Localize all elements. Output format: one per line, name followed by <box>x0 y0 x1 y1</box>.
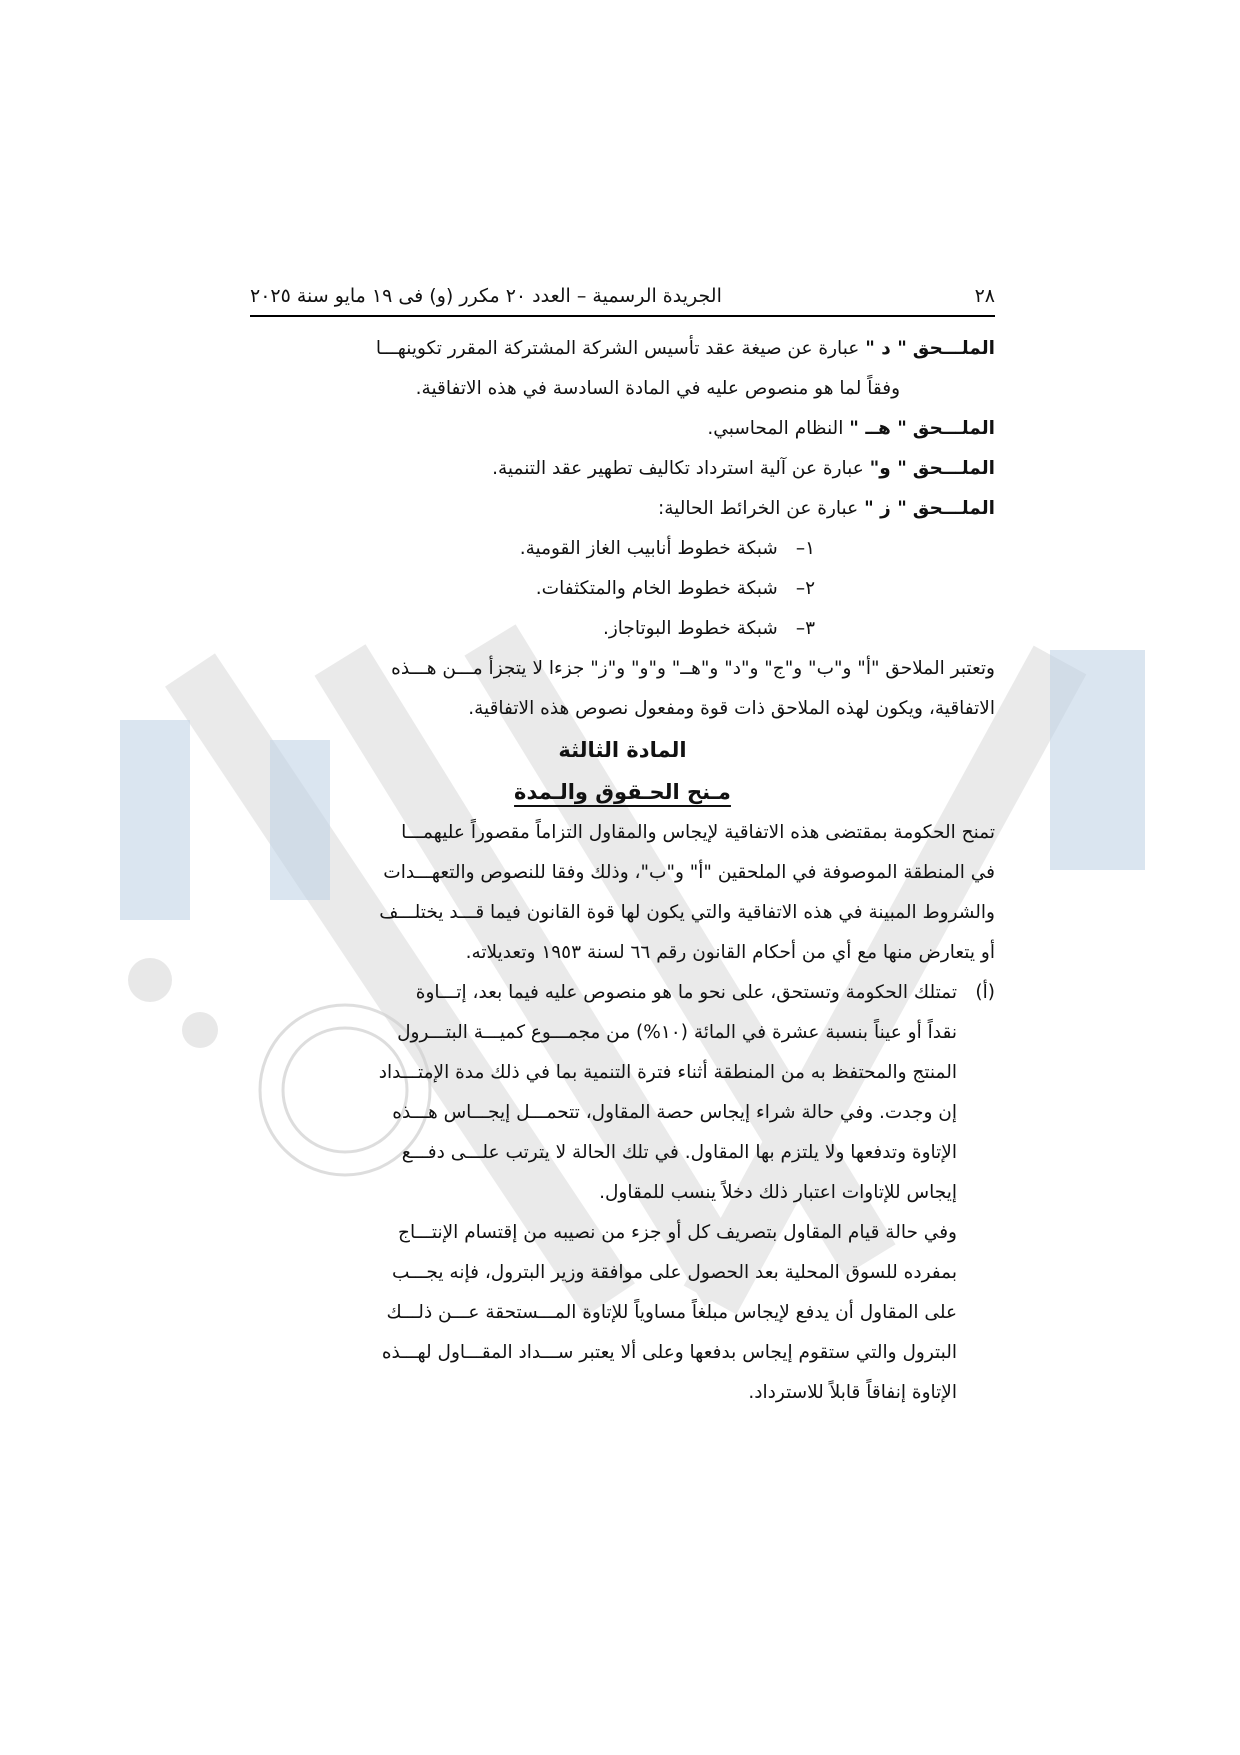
annex-text: عبارة عن صيغة عقد تأسيس الشركة المشتركة المقرر تكوينهـــا <box>375 338 860 359</box>
annex-letter: " و" <box>869 458 907 479</box>
annex-w <box>250 449 995 489</box>
annex-text: عبارة عن آلية استرداد تكاليف تطهير عقد التنمية. <box>492 458 864 479</box>
clause-line: إيجاس للإتاوات اعتبار ذلك دخلاً ينسب للمقاول. <box>599 1182 957 1203</box>
annex-letter: " ز " <box>864 498 907 519</box>
annex-d <box>250 329 995 369</box>
paragraph-line: تمنح الحكومة بمقتضى هذه الاتفاقية لإيجاس والمقاول التزاماً مقصوراً عليهمـــا <box>401 822 995 843</box>
page-number: ٢٨ <box>974 285 995 307</box>
clause-line: إن وجدت. وفي حالة شراء إيجاس حصة المقاول، تتحمـــل إيجـــاس هـــذه <box>392 1102 957 1123</box>
gazette-title: الجريدة الرسمية – العدد ٢٠ مكرر (و) فى ١٩ مايو سنة ٢٠٢٥ <box>250 285 722 307</box>
clause-marker: (أ) <box>975 982 995 1003</box>
paragraph-line: الإتاوة إنفاقاً قابلاً للاسترداد. <box>748 1382 957 1403</box>
annexes-paragraph-line: الاتفاقية، ويكون لهذه الملاحق ذات قوة ومفعول نصوص هذه الاتفاقية. <box>468 698 995 719</box>
paragraph-line: وفي حالة قيام المقاول بتصريف كل أو جزء من نصيبه من إقتسام الإنتـــاج <box>398 1222 957 1243</box>
article-subtitle: مـنح الحـقوق والـمدة <box>514 780 731 804</box>
list-item <box>250 569 995 609</box>
list-number: ٣– <box>795 618 815 639</box>
list-item <box>250 529 995 569</box>
clause-a <box>250 973 995 1213</box>
list-text: شبكة خطوط البوتاجاز. <box>602 618 778 639</box>
annex-h <box>250 409 995 449</box>
annex-label: الملـــحق <box>912 418 995 439</box>
annexes-paragraph-line: وتعتبر الملاحق "أ" و"ب" و"ج" و"د" و"هــ" و"و" و"ز" جزءا لا يتجزأ مـــن هـــذه <box>391 658 995 679</box>
annex-label: الملـــحق <box>912 498 995 519</box>
clause-line: المنتج والمحتفظ به من المنطقة أثناء فترة التنمية بما في ذلك مدة الإمتـــداد <box>378 1062 957 1083</box>
clause-line: تمتلك الحكومة وتستحق، على نحو ما هو منصوص عليه فيما بعد، إتـــاوة <box>415 982 957 1003</box>
annex-z <box>250 489 995 529</box>
annex-text: عبارة عن الخرائط الحالية: <box>658 498 859 519</box>
list-number: ٢– <box>795 578 815 599</box>
page-header <box>250 285 995 317</box>
paragraph-line: بمفرده للسوق المحلية بعد الحصول على موافقة وزير البترول، فإنه يجـــب <box>392 1262 957 1283</box>
paragraph-line: على المقاول أن يدفع لإيجاس مبلغاً مساوياً للإتاوة المـــستحقة عـــن ذلـــك <box>386 1302 957 1323</box>
paragraph-line: في المنطقة الموصوفة في الملحقين "أ" و"ب"، وذلك وفقا للنصوص والتعهـــدات <box>383 862 995 883</box>
gazette-page <box>250 285 995 1413</box>
annex-letter: " هــ " <box>849 418 907 439</box>
annex-d-continuation: وفقاً لما هو منصوص عليه في المادة السادسة في هذه الاتفاقية. <box>415 378 900 399</box>
clause-line: الإتاوة وتدفعها ولا يلتزم بها المقاول. في تلك الحالة لا يترتب علـــى دفـــع <box>401 1142 957 1163</box>
article-title: المادة الثالثة <box>558 738 687 762</box>
annex-text: النظام المحاسبي. <box>707 418 844 439</box>
list-text: شبكة خطوط الخام والمتكثفات. <box>535 578 778 599</box>
paragraph-line: والشروط المبينة في هذه الاتفاقية والتي يكون لها قوة القانون فيما قـــد يختلـــف <box>379 902 995 923</box>
list-item <box>250 609 995 649</box>
annex-label: الملـــحق <box>912 458 995 479</box>
clause-line: نقداً أو عيناً بنسبة عشرة في المائة (١٠%) من مجمـــوع كميـــة البتـــرول <box>397 1022 957 1043</box>
list-number: ١– <box>795 538 815 559</box>
list-text: شبكة خطوط أنابيب الغاز القومية. <box>519 538 778 559</box>
paragraph-line: البترول والتي ستقوم إيجاس بدفعها وعلى ألا يعتبر ســـداد المقـــاول لهـــذه <box>381 1342 957 1363</box>
paragraph-line: أو يتعارض منها مع أي من أحكام القانون رقم ٦٦ لسنة ١٩٥٣ وتعديلاته. <box>465 942 995 963</box>
annex-letter: " د " <box>865 338 907 359</box>
clause-text <box>250 973 957 1213</box>
annex-label: الملـــحق <box>912 338 995 359</box>
page-content <box>250 329 995 1413</box>
